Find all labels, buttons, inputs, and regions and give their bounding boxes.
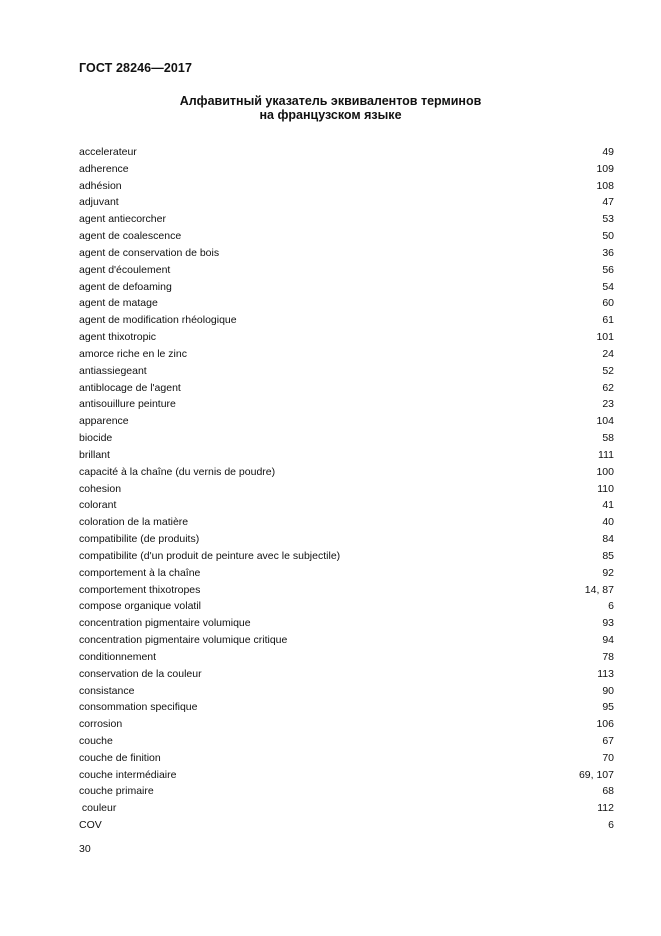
index-entry [79,161,614,178]
entry-reference-number: 113 [597,667,614,680]
index-entry [79,497,614,514]
entry-reference-number: 94 [602,634,614,647]
entry-reference-number: 6 [608,600,614,613]
entry-term: couche [79,734,113,747]
entry-reference-number: 40 [602,516,614,529]
entry-term: concentration pigmentaire volumique critique [79,634,288,647]
entry-reference-number: 111 [598,448,614,461]
entry-term: agent d'écoulement [79,263,171,276]
index-entry [79,363,614,380]
entry-term: accelerateur [79,146,137,158]
entry-term: couche de finition [79,751,161,764]
index-entry [79,228,614,245]
entry-term: agent de modification rhéologique [79,314,237,327]
index-entry [79,582,614,599]
index-entry [79,396,614,413]
entry-reference-number: 23 [602,398,614,411]
entry-reference-number: 108 [596,179,614,192]
entry-term: adhésion [79,179,122,192]
index-entry [79,817,614,834]
entry-reference-number: 61 [602,314,614,327]
entry-term: antiassiegeant [79,364,147,377]
index-entry [79,767,614,784]
entry-term: adherence [79,162,129,175]
entry-reference-number: 69, 107 [578,768,614,781]
entry-term: coloration de la matière [79,516,189,529]
index-title-line-1: Алфавитный указатель эквивалентов терминов [179,94,482,108]
index-entry [79,514,614,531]
entry-term: brillant [79,448,110,461]
entry-term: agent de defoaming [79,280,172,293]
entry-term: capacité à la chaîne (du vernis de poudre) [79,465,276,478]
entry-reference-number: 36 [602,246,614,259]
entry-reference-number: 49 [602,146,614,158]
index-entry [79,750,614,767]
entry-term: couleur [79,802,117,815]
index-entry [79,800,614,817]
index-entry [79,447,614,464]
entry-term: conservation de la couleur [79,667,202,680]
entry-reference-number: 90 [602,684,614,697]
entry-reference-number: 92 [602,566,614,579]
entry-reference-number: 109 [596,162,614,175]
term-index-list [79,144,614,834]
index-entry [79,279,614,296]
entry-reference-number: 70 [602,751,614,764]
index-entry [79,666,614,683]
entry-term: concentration pigmentaire volumique [79,617,251,630]
index-entry [79,783,614,800]
index-entry [79,683,614,700]
entry-term: couche intermédiaire [79,768,177,781]
index-entry [79,295,614,312]
entry-term: agent de coalescence [79,230,182,243]
entry-term: COV [79,819,102,832]
entry-reference-number: 106 [596,718,614,731]
entry-term: comportement thixotropes [79,583,201,596]
index-entry [79,548,614,565]
index-entry [79,733,614,750]
entry-reference-number: 41 [602,499,614,512]
index-entry [79,380,614,397]
entry-term: agent de conservation de bois [79,246,220,259]
index-entry [79,262,614,279]
entry-reference-number: 47 [602,196,614,209]
index-entry [79,615,614,632]
entry-reference-number: 68 [602,785,614,798]
entry-term: compose organique volatil [79,600,201,613]
index-entry [79,245,614,262]
entry-reference-number: 53 [602,213,614,226]
entry-term: colorant [79,499,117,512]
entry-reference-number: 60 [602,297,614,310]
index-entry [79,531,614,548]
entry-term: cohesion [79,482,122,495]
entry-reference-number: 67 [602,734,614,747]
entry-reference-number: 56 [602,263,614,276]
index-entry [79,699,614,716]
entry-reference-number: 93 [602,617,614,630]
entry-term: agent antiecorcher [79,213,166,226]
index-entry [79,565,614,582]
entry-reference-number: 101 [596,331,614,344]
entry-reference-number: 14, 87 [584,583,614,596]
entry-term: couche primaire [79,785,154,798]
index-entry [79,649,614,666]
entry-reference-number: 100 [596,465,614,478]
entry-reference-number: 62 [602,381,614,394]
entry-reference-number: 110 [597,482,614,495]
entry-term: conditionnement [79,650,157,663]
entry-term: comportement à la chaîne [79,566,201,579]
index-entry [79,211,614,228]
entry-term: adjuvant [79,196,119,209]
index-entry [79,312,614,329]
entry-term: corrosion [79,718,123,731]
index-entry [79,481,614,498]
document-header: ГОСТ 28246—2017 [79,61,193,75]
entry-term: apparence [79,415,129,428]
entry-term: agent thixotropic [79,331,157,344]
entry-term: amorce riche en le zinc [79,347,187,360]
entry-reference-number: 95 [602,701,614,714]
entry-term: compatibilite (d'un produit de peinture avec le subjectile) [79,549,341,562]
entry-term: antiblocage de l'agent [79,381,181,394]
entry-term: agent de matage [79,297,158,310]
entry-term: biocide [79,432,113,445]
index-entry [79,716,614,733]
index-entry [79,430,614,447]
entry-term: antisouillure peinture [79,398,176,411]
index-entry [79,329,614,346]
entry-reference-number: 104 [596,415,614,428]
entry-reference-number: 52 [602,364,614,377]
entry-reference-number: 58 [602,432,614,445]
index-entry [79,194,614,211]
index-entry [79,178,614,195]
index-entry [79,598,614,615]
index-entry [79,346,614,363]
index-entry [79,413,614,430]
entry-reference-number: 50 [602,230,614,243]
entry-reference-number: 6 [608,819,614,832]
page-number: 30 [79,843,91,855]
index-entry [79,144,614,161]
entry-term: consistance [79,684,135,697]
entry-term: consommation specifique [79,701,198,714]
entry-reference-number: 24 [602,347,614,360]
index-title-line-2: на французском языке [259,108,402,122]
index-entry [79,632,614,649]
index-title [0,94,661,122]
entry-reference-number: 112 [597,802,614,815]
entry-reference-number: 84 [602,533,614,546]
index-entry [79,464,614,481]
entry-reference-number: 54 [602,280,614,293]
entry-reference-number: 78 [602,650,614,663]
entry-reference-number: 85 [602,549,614,562]
entry-term: compatibilite (de produits) [79,533,200,546]
